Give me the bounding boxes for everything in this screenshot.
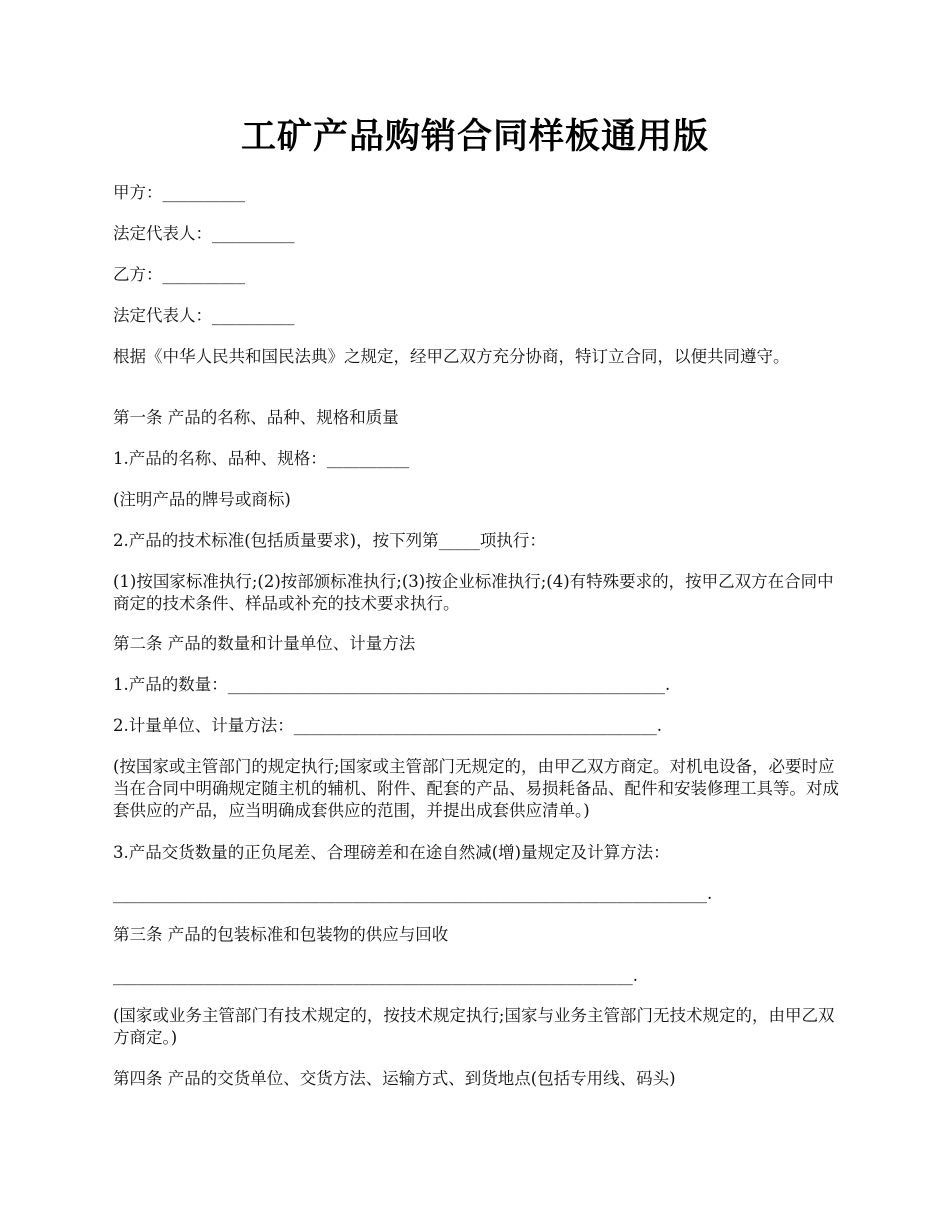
- article-3-heading: 第三条 产品的包装标准和包装物的供应与回收: [113, 925, 449, 944]
- article-3-blank: _______________________________________________________________.: [113, 966, 638, 985]
- article-1-options-paragraph: (1)按国家标准执行;(2)按部颁标准执行;(3)按企业标准执行;(4)有特殊要求的，按甲乙双方在合同中商定的技术条件、样品或补充的技术要求执行。: [113, 572, 834, 613]
- article-2-note-paragraph: (按国家或主管部门的规定执行;国家或主管部门无规定的，由甲乙双方商定。对机电设备，必要时应当在合同中明确规定随主机的辅机、附件、配套的产品、易损耗备品、配件和安装修理工具等。对成套供应的产品，应当明确成套供应的范围，并提出成套供应清单。): [113, 757, 839, 820]
- article-1-item-2: 2.产品的技术标准(包括质量要求)，按下列第_____项执行：: [113, 531, 546, 550]
- party-b-representative-field: 法定代表人：__________: [113, 306, 295, 325]
- article-4-heading: 第四条 产品的交货单位、交货方法、运输方式、到货地点(包括专用线、码头): [113, 1069, 676, 1088]
- article-1-heading: 第一条 产品的名称、品种、规格和质量: [113, 408, 399, 427]
- article-1-item-1: 1.产品的名称、品种、规格：__________: [113, 449, 410, 468]
- article-3-note-paragraph: (国家或业务主管部门有技术规定的，按技术规定执行;国家与业务主管部门无技术规定的，由甲乙双方商定。): [113, 1006, 835, 1047]
- party-b-field: 乙方：__________: [113, 265, 245, 284]
- article-2-heading: 第二条 产品的数量和计量单位、计量方法: [113, 634, 416, 653]
- article-2-item-1: 1.产品的数量：_____________________________________________________.: [113, 675, 671, 694]
- preamble-paragraph: 根据《中华人民共和国民法典》之规定，经甲乙双方充分协商，特订立合同，以便共同遵守。: [113, 347, 790, 366]
- article-2-item-3-blank: ________________________________________________________________________.: [113, 884, 713, 903]
- party-a-representative-field: 法定代表人：__________: [113, 224, 295, 243]
- document-title: 工矿产品购销合同样板通用版: [240, 116, 709, 157]
- article-1-note-1: (注明产品的牌号或商标): [113, 490, 291, 509]
- party-a-field: 甲方：__________: [113, 183, 245, 202]
- article-2-item-2: 2.计量单位、计量方法：____________________________________________.: [113, 716, 662, 735]
- article-2-item-3: 3.产品交货数量的正负尾差、合理磅差和在途自然减(增)量规定及计算方法：: [113, 843, 670, 862]
